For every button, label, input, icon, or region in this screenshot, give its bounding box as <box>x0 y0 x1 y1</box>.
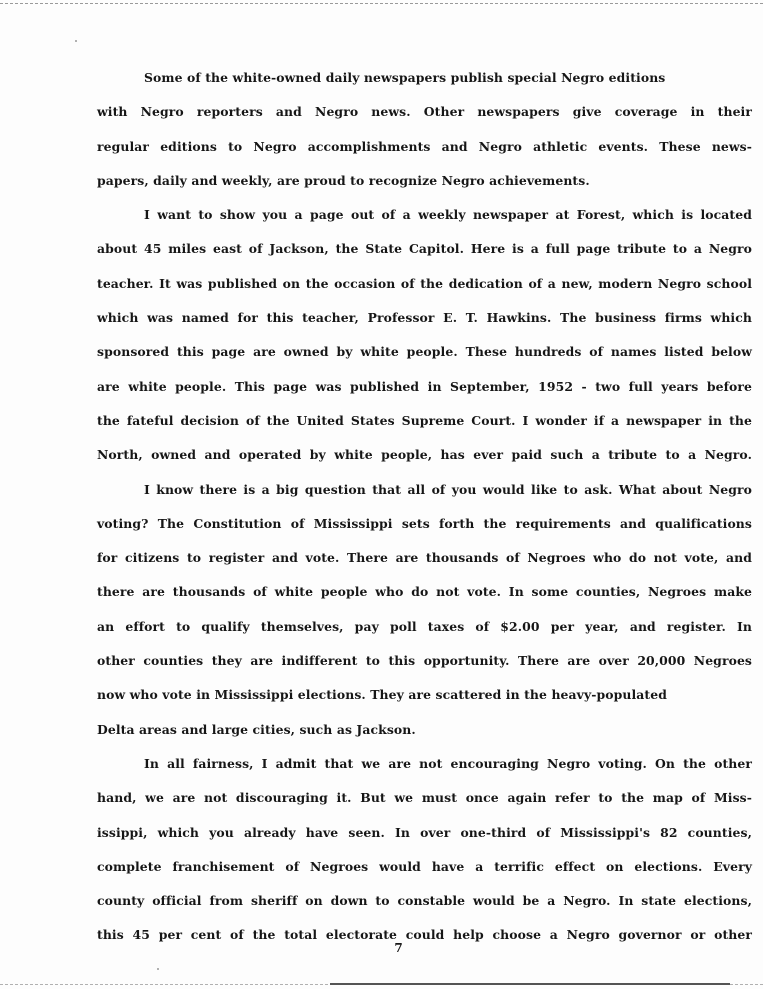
text-line: Delta areas and large cities, such as Jackson. <box>97 721 416 737</box>
scan-speck <box>157 968 159 970</box>
text-line: regular editions to Negro accomplishments and Negro athletic events. These news- <box>97 138 752 154</box>
text-line: voting? The Constitution of Mississippi sets forth the requirements and qualifications <box>97 515 752 531</box>
text-line: other counties they are indifferent to this opportunity. There are over 20,000 Negroes <box>97 653 752 669</box>
text-line: with Negro reporters and Negro news. Other newspapers give coverage in their <box>97 104 752 120</box>
text-line: this 45 per cent of the total electorate could help choose a Negro governor or other <box>97 927 752 943</box>
text-line: issippi, which you already have seen. In over one-third of Mississippi's 82 counties, <box>97 824 752 840</box>
text-line: for citizens to register and vote. There are thousands of Negroes who do not vote, and <box>97 550 752 566</box>
text-line: In all fairness, I admit that we are not encouraging Negro voting. On the other <box>144 755 752 771</box>
text-line: an effort to qualify themselves, pay poll taxes of $2.00 per year, and register. In <box>97 618 752 634</box>
text-line: are white people. This page was published in September, 1952 - two full years before <box>97 378 752 394</box>
bottom-rule <box>330 983 730 985</box>
text-line: teacher. It was published on the occasion of the dedication of a new, modern Negro school <box>97 275 752 291</box>
text-line: now who vote in Mississippi elections. They are scattered in the heavy-populated <box>97 687 668 703</box>
page-number: 7 <box>394 941 403 955</box>
text-line: about 45 miles east of Jackson, the State Capitol. Here is a full page tribute to a Negro <box>97 241 752 257</box>
text-line: I know there is a big question that all of you would like to ask. What about Negro <box>144 481 752 497</box>
text-line: sponsored this page are owned by white people. These hundreds of names listed below <box>97 344 752 360</box>
text-line: there are thousands of white people who do not vote. In some counties, Negroes make <box>97 584 752 600</box>
text-line: North, owned and operated by white people, has ever paid such a tribute to a Negro. <box>97 447 752 463</box>
top-page-edge <box>0 3 763 4</box>
text-line: county official from sheriff on down to constable would be a Negro. In state elections, <box>97 893 752 909</box>
text-line: Some of the white-owned daily newspapers publish special Negro editions <box>144 70 666 85</box>
text-line: which was named for this teacher, Professor E. T. Hawkins. The business firms which <box>97 310 752 326</box>
text-line: the fateful decision of the United States Supreme Court. I wonder if a newspaper in the <box>97 412 752 428</box>
scan-speck <box>75 40 77 42</box>
text-line: I want to show you a page out of a weekly newspaper at Forest, which is located <box>144 207 752 223</box>
text-line: hand, we are not discouraging it. But we must once again refer to the map of Miss- <box>97 790 752 806</box>
text-line: complete franchisement of Negroes would have a terrific effect on elections. Every <box>97 858 752 874</box>
body-text <box>97 64 752 956</box>
text-line: papers, daily and weekly, are proud to recognize Negro achievements. <box>97 172 590 188</box>
